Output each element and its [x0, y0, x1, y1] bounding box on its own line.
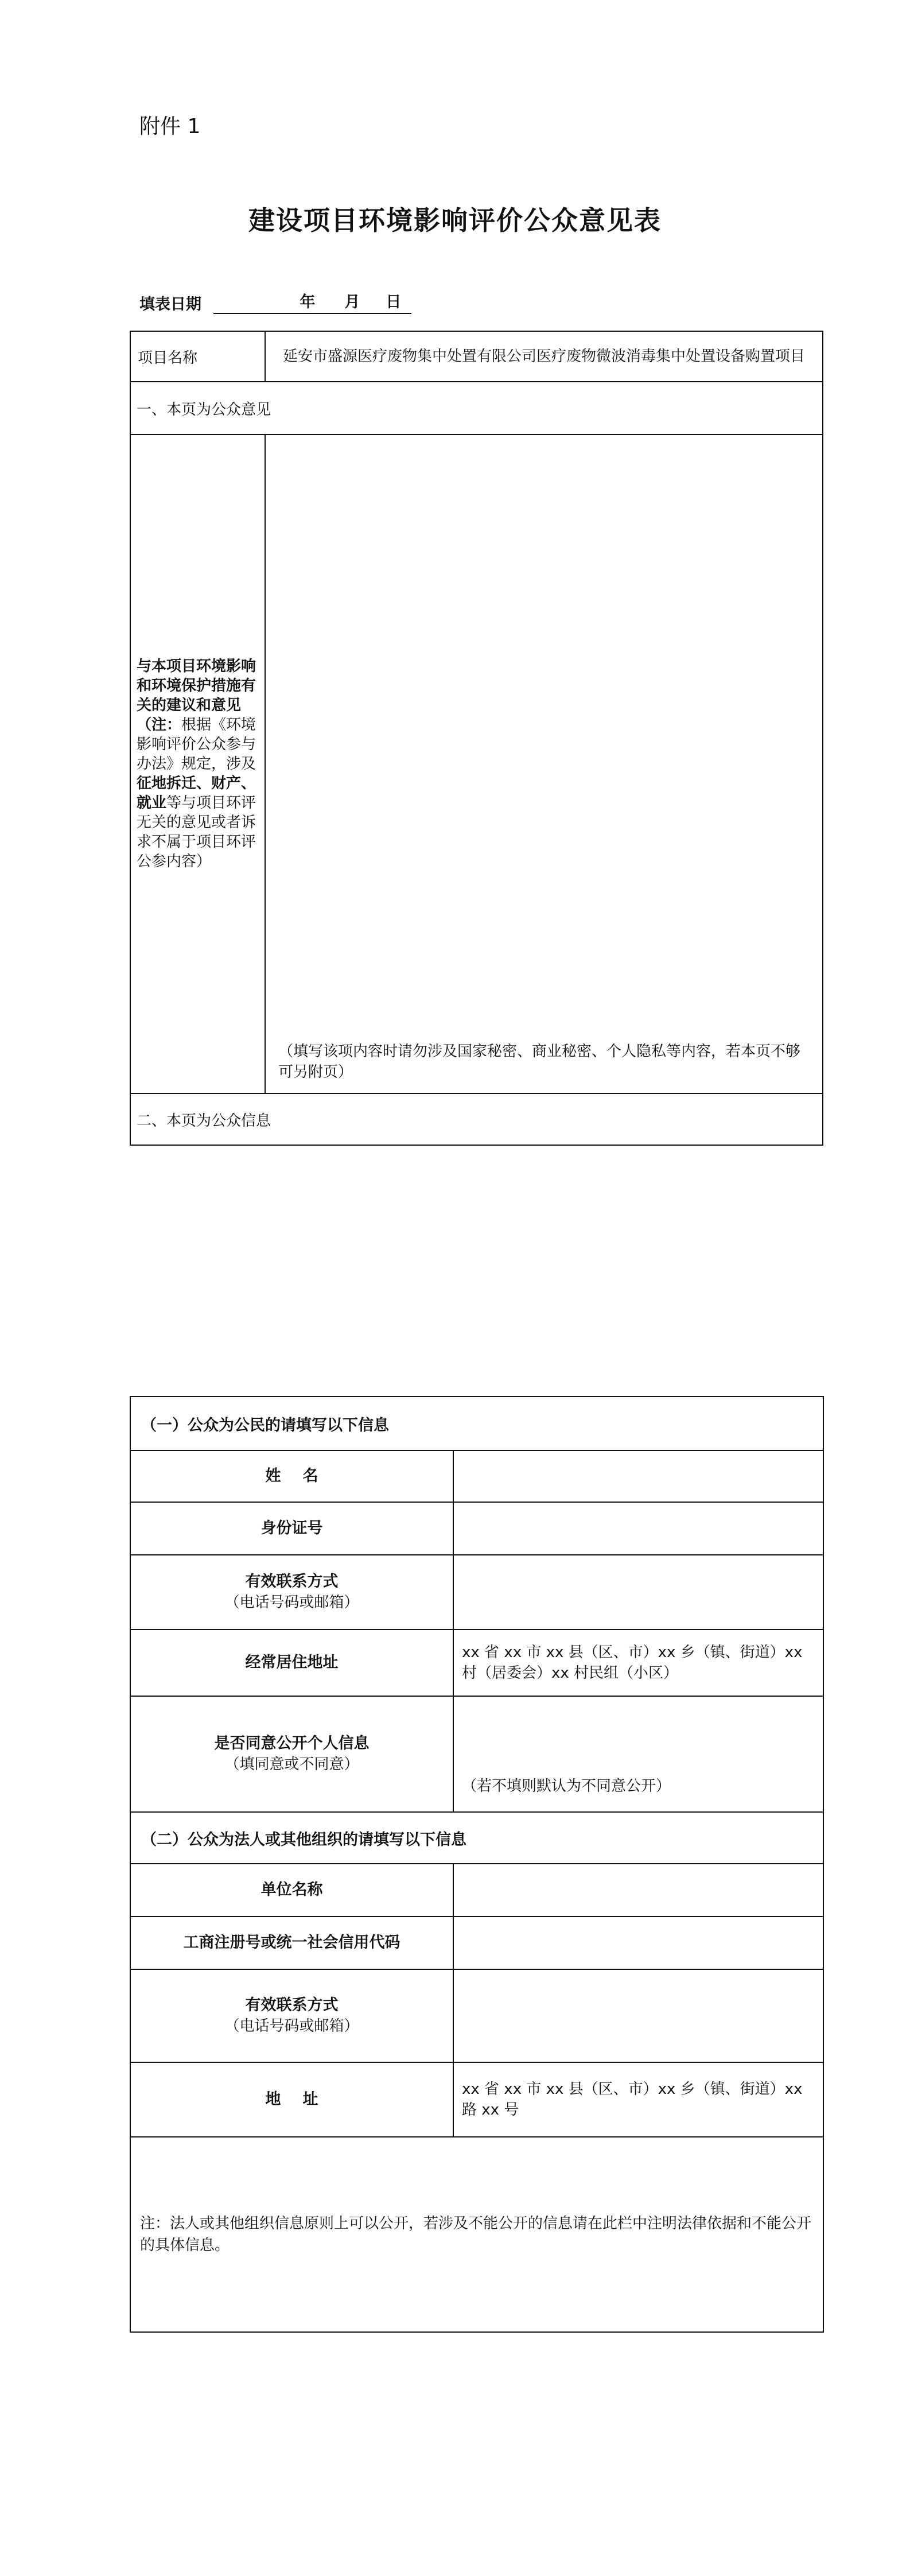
org-contact-field[interactable]	[453, 1969, 823, 2062]
fill-date-row	[139, 292, 411, 314]
org-contact-sub-label: （电话号码或邮箱）	[224, 2018, 359, 2035]
attachment-number: 附件 1	[139, 115, 201, 138]
name-field[interactable]	[453, 1450, 823, 1502]
org-info-header: （二）公众为法人或其他组织的请填写以下信息	[130, 1812, 823, 1864]
opinion-label: 与本项目环境影响和环境保护措施有关的建议和意见（注：根据《环境影响评价公众参与办法》规定，涉及征地拆迁、财产、就业等与项目环评无关的意见或者诉求不属于项目环评公参内容）	[130, 434, 265, 1093]
fill-date-field[interactable]	[213, 293, 411, 314]
org-address-label: 地址	[265, 2090, 340, 2108]
section-public-info: 二、本页为公众信息	[130, 1093, 823, 1145]
name-label: 姓名	[265, 1467, 340, 1485]
contact-sub-label: （电话号码或邮箱）	[224, 1594, 359, 1611]
project-name-value: 延安市盛源医疗废物集中处置有限公司医疗废物微波消毒集中处置设备购置项目	[265, 331, 823, 382]
org-contact-label: 有效联系方式 （电话号码或邮箱）	[130, 1969, 453, 2062]
page-title: 建设项目环境影响评价公众意见表	[248, 205, 662, 236]
id-number-field[interactable]	[453, 1502, 823, 1555]
consent-sub-label: （填同意或不同意）	[224, 1756, 359, 1773]
org-address-field[interactable]: xx 省 xx 市 xx 县（区、市）xx 乡（镇、街道）xx 路 xx 号	[453, 2062, 823, 2137]
month-label: 月	[344, 293, 360, 311]
opinion-form-table	[130, 331, 823, 1146]
day-label: 日	[386, 293, 402, 311]
fill-date-label: 填表日期	[139, 296, 201, 313]
unit-name-label: 单位名称	[130, 1864, 453, 1917]
registration-code-field[interactable]	[453, 1917, 823, 1969]
residence-address-label: 经常居住地址	[130, 1630, 453, 1696]
unit-name-field[interactable]	[453, 1864, 823, 1917]
residence-address-field[interactable]: xx 省 xx 市 xx 县（区、市）xx 乡（镇、街道）xx 村（居委会）xx 村民组（小区）	[453, 1630, 823, 1696]
registration-code-label: 工商注册号或统一社会信用代码	[130, 1917, 453, 1969]
consent-field[interactable]: （若不填则默认为不同意公开）	[453, 1696, 823, 1812]
opinion-fill-note: （填写该项内容时请勿涉及国家秘密、商业秘密、个人隐私等内容，若本页不够可另附页）	[278, 1043, 801, 1081]
org-disclosure-note[interactable]: 注：法人或其他组织信息原则上可以公开，若涉及不能公开的信息请在此栏中注明法律依据和不能公开的具体信息。	[130, 2137, 823, 2332]
consent-label: 是否同意公开个人信息 （填同意或不同意）	[130, 1696, 453, 1812]
year-label: 年	[300, 293, 316, 311]
project-name-label: 项目名称	[130, 331, 265, 382]
public-info-table	[130, 1396, 824, 2333]
citizen-info-header: （一）公众为公民的请填写以下信息	[130, 1396, 823, 1450]
opinion-input-area[interactable]	[265, 434, 823, 1093]
contact-label: 有效联系方式 （电话号码或邮箱）	[130, 1555, 453, 1630]
id-number-label: 身份证号	[130, 1502, 453, 1555]
section-public-opinion: 一、本页为公众意见	[130, 382, 823, 434]
contact-field[interactable]	[453, 1555, 823, 1630]
